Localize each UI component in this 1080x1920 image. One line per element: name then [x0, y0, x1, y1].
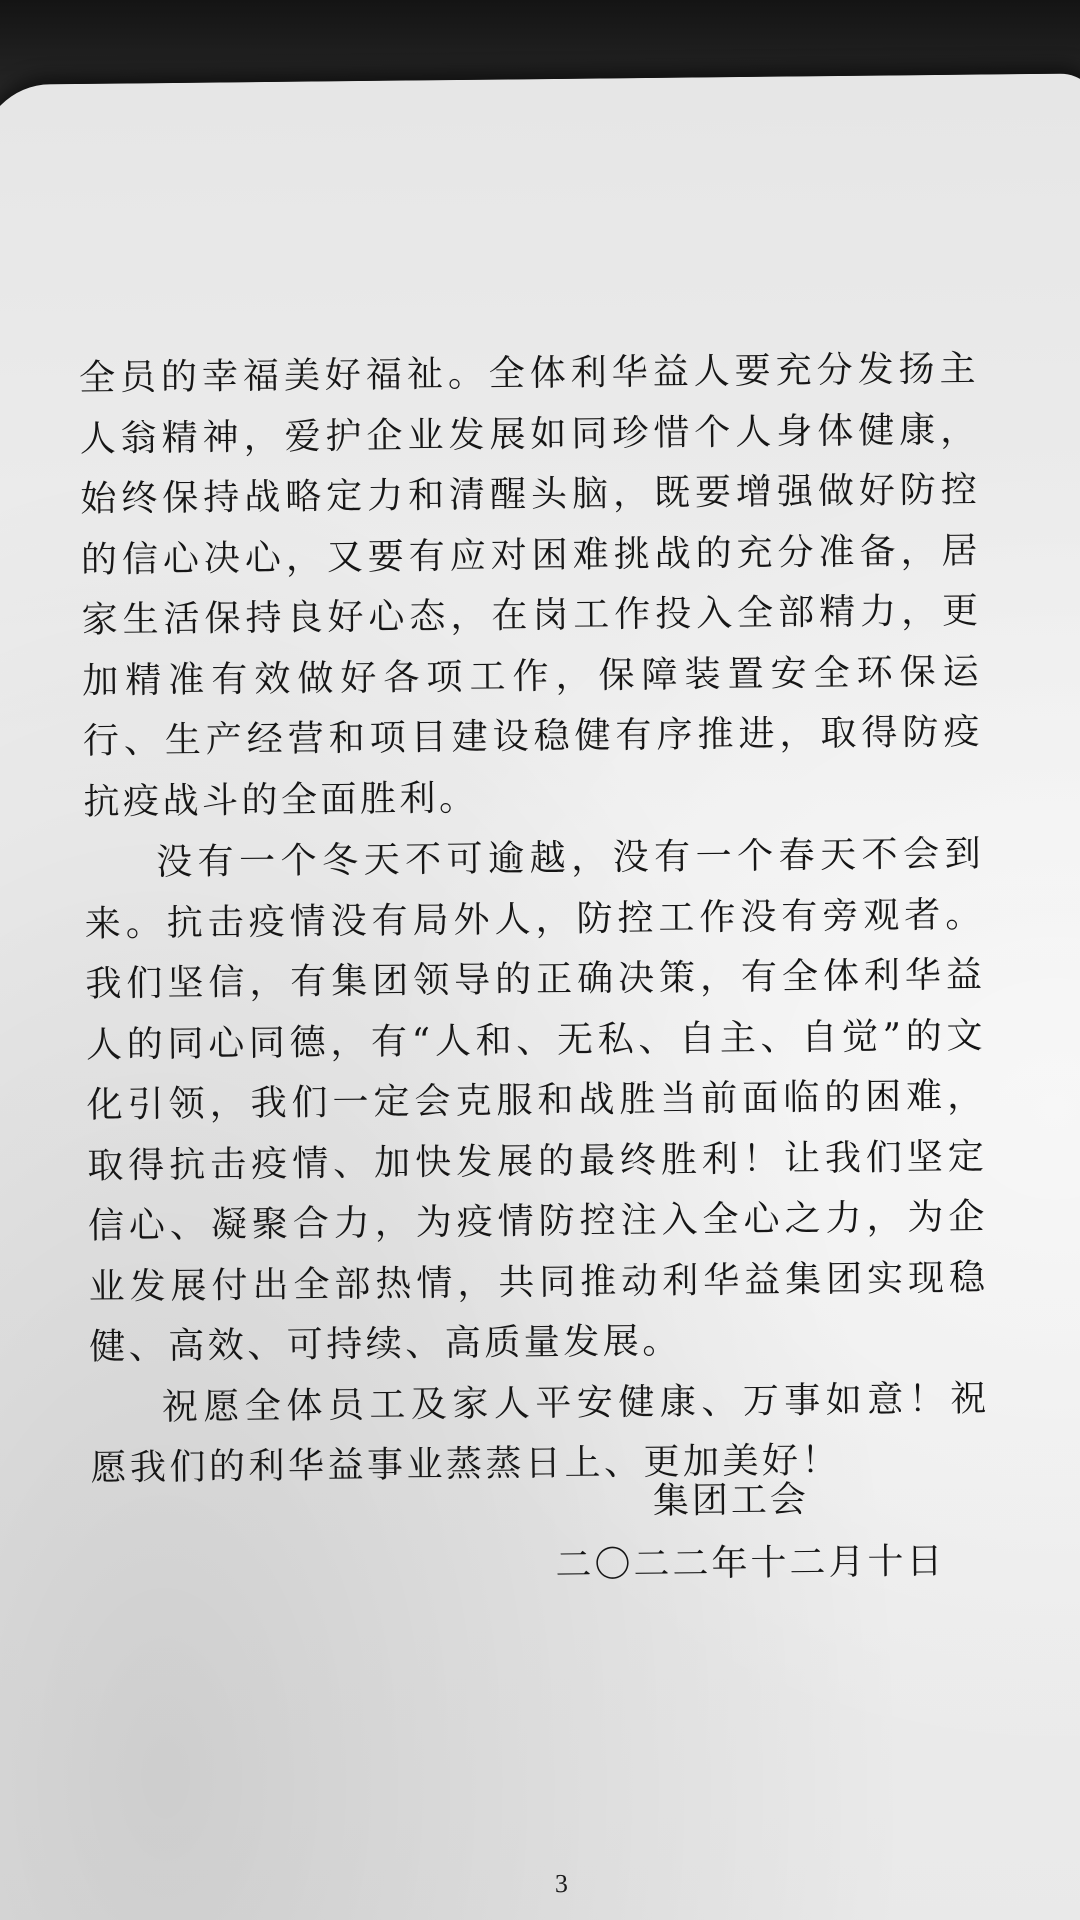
paragraph-3: 祝愿全体员工及家人平安健康、万事如意！祝愿我们的利华益事业蒸蒸日上、更加美好！ [90, 1377, 991, 1489]
signature-organization: 集团工会 [652, 1479, 810, 1523]
document-body [79, 340, 991, 1500]
paragraph-2: 没有一个冬天不可逾越，没有一个春天不会到来。抗击疫情没有局外人，防控工作没有旁观者。我们坚信，有集团领导的正确决策，有全体利华益人的同心同德，有“人和、无私、自主、自觉”的文化引领，我们一定会克服和战胜当前面临的困难，取得抗击疫情、加快发展的最终胜利！让我们坚定信心、凝聚合力，为疫情防控注入全心之力，为企业发展付出全部热情，共同推动利华益集团实现稳健、高效、可持续、高质量发展。 [84, 833, 989, 1368]
paper-sheet [0, 73, 1080, 1920]
page-number: 3 [554, 1868, 569, 1899]
signature-date: 二〇二二年十二月十日 [555, 1540, 946, 1587]
paragraph-1: 全员的幸福美好福祉。全体利华益人要充分发扬主人翁精神，爱护企业发展如同珍惜个人身体健康，始终保持战略定力和清醒头脑，既要增强做好防控的信心决心，又要有应对困难挑战的充分准备，居家生活保持良好心态，在岗工作投入全部精力，更加精准有效做好各项工作，保障装置安全环保运行、生产经营和项目建设稳健有序推进，取得防疫抗疫战斗的全面胜利。 [78, 348, 984, 823]
